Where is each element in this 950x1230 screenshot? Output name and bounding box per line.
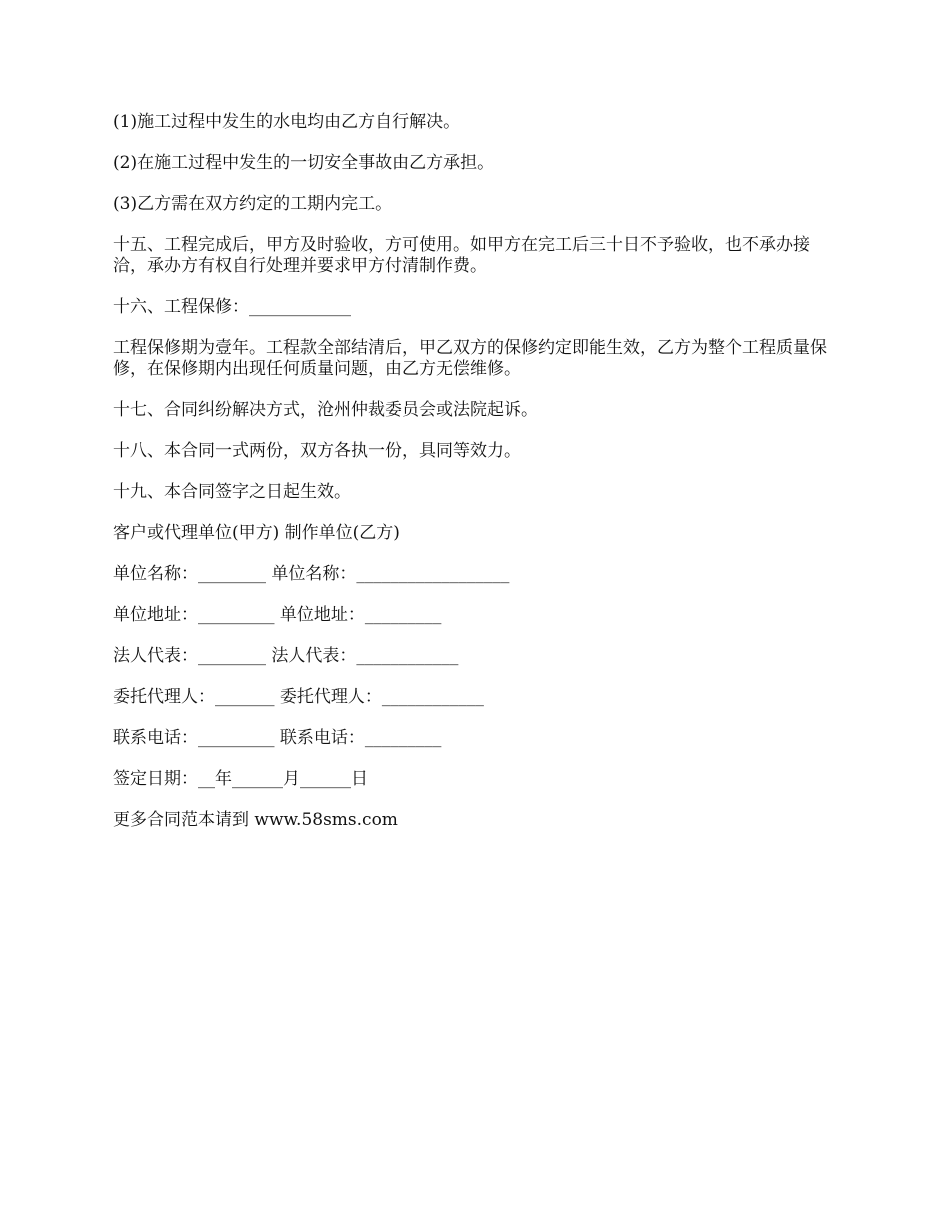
clause-16-warranty: 十六、工程保修：____________ xyxy=(113,297,351,317)
footer-more-contracts: 更多合同范本请到 www.58sms.com xyxy=(113,810,398,830)
clause-water-electricity: (1)施工过程中发生的水电均由乙方自行解决。 xyxy=(113,112,461,132)
clause-safety: (2)在施工过程中发生的一切安全事故由乙方承担。 xyxy=(113,153,495,173)
signature-legal-rep: 法人代表：________ 法人代表：____________ xyxy=(113,646,459,666)
signature-phone: 联系电话：_________ 联系电话：_________ xyxy=(113,728,442,748)
signature-unit-address: 单位地址：_________ 单位地址：_________ xyxy=(113,605,442,625)
signature-date: 签定日期：__年______月______日 xyxy=(113,769,368,789)
clause-18-copies: 十八、本合同一式两份，双方各执一份，具同等效力。 xyxy=(113,441,521,461)
document-body xyxy=(113,112,843,851)
warranty-period-text: 工程保修期为壹年。工程款全部结清后，甲乙双方的保修约定即能生效，乙方为整个工程质量保修，在保修期内出现任何质量问题，由乙方无偿维修。 xyxy=(113,338,827,379)
signature-unit-name: 单位名称：________ 单位名称：__________________ xyxy=(113,564,510,584)
parties-heading: 客户或代理单位(甲方) 制作单位(乙方) xyxy=(113,523,400,543)
clause-15-acceptance: 十五、工程完成后，甲方及时验收，方可使用。如甲方在完工后三十日不予验收，也不承办接洽，承办方有权自行处理并要求甲方付清制作费。 xyxy=(113,235,810,276)
clause-19-effective: 十九、本合同签字之日起生效。 xyxy=(113,482,351,502)
signature-agent: 委托代理人：_______ 委托代理人：____________ xyxy=(113,687,484,707)
clause-17-dispute: 十七、合同纠纷解决方式，沧州仲裁委员会或法院起诉。 xyxy=(113,400,538,420)
clause-deadline: (3)乙方需在双方约定的工期内完工。 xyxy=(113,194,393,214)
